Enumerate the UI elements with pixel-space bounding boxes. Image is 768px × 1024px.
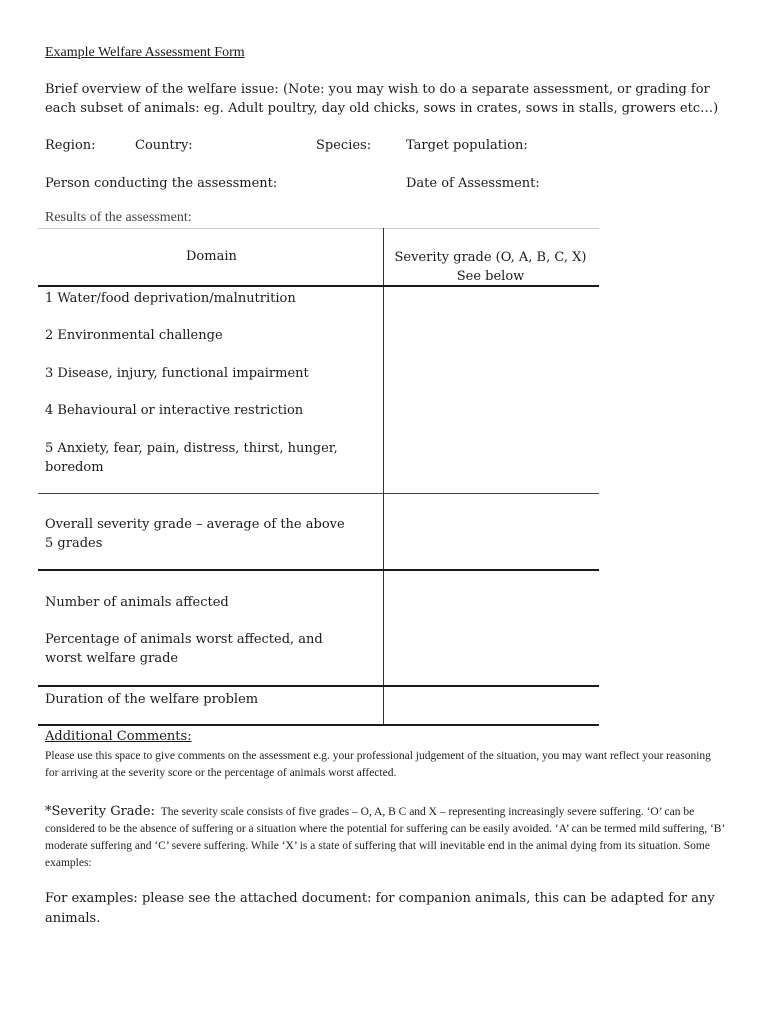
severity-column-header xyxy=(388,248,593,286)
severity-grade-text: The severity scale consists of five grades – O, A, B C and X – representing increasingly severe suffering. ‘O’ can be considered to be the absence of suffering or a situation where the potential for suffering can be easily avoided. ‘A’ can be termed mild suffering, ‘B’ moderate suffering and ‘C’ severe suffering. While ‘X’ is a state of suffering that will inevitable end in the animal dying from its situation. Some examples: xyxy=(45,806,725,869)
percentage-affected-row: Percentage of animals worst affected, and worst welfare grade xyxy=(45,632,323,666)
number-affected-row: Number of animals affected xyxy=(45,595,229,610)
duration-row: Duration of the welfare problem xyxy=(45,692,259,707)
form-title: Example Welfare Assessment Form xyxy=(45,45,245,60)
severity-header-line2: See below xyxy=(456,269,525,284)
table-bottom-rule xyxy=(38,724,599,726)
overview-text: Brief overview of the welfare issue: (Note: you may wish to do a separate assessment, or grading for each subset of animals: eg. Adult poultry, day old chicks, sows in crates, sows in stalls, growers etc…) xyxy=(45,82,719,116)
severity-grade-label: *Severity Grade: xyxy=(45,804,155,819)
severity-header-line1: Severity grade (O, A, B, C, X) xyxy=(394,250,587,265)
additional-comments-text: Please use this space to give comments on the assessment e.g. your professional judgement of the situation, you may want reflect your reasoning for arriving at the severity score or the percentage of animals worst affected. xyxy=(45,750,711,779)
domain-row-3: 3 Disease, injury, functional impairment xyxy=(45,366,309,381)
column-divider xyxy=(383,228,384,725)
domain-column-header: Domain xyxy=(186,249,237,264)
target-population-label: Target population: xyxy=(406,138,528,153)
species-label: Species: xyxy=(316,138,372,153)
domain-row-5: 5 Anxiety, fear, pain, distress, thirst, hunger, boredom xyxy=(45,441,338,475)
domains-end-rule xyxy=(38,493,599,494)
percentage-end-rule xyxy=(38,685,599,687)
additional-comments-heading: Additional Comments: xyxy=(45,729,192,744)
assessor-label: Person conducting the assessment: xyxy=(45,176,278,191)
region-label: Region: xyxy=(45,138,96,153)
table-top-rule xyxy=(38,228,599,229)
domain-row-2: 2 Environmental challenge xyxy=(45,328,223,343)
overall-end-rule xyxy=(38,569,599,571)
severity-grade-note xyxy=(45,803,725,872)
overall-grade-row: Overall severity grade – average of the above 5 grades xyxy=(45,517,345,551)
domain-row-4: 4 Behavioural or interactive restriction xyxy=(45,403,304,418)
header-rule xyxy=(38,285,599,287)
examples-note: For examples: please see the attached document: for companion animals, this can be adapted for any animals. xyxy=(45,891,715,926)
results-label: Results of the assessment: xyxy=(45,210,192,225)
assessment-date-label: Date of Assessment: xyxy=(406,176,540,191)
domain-row-1: 1 Water/food deprivation/malnutrition xyxy=(45,291,296,306)
country-label: Country: xyxy=(135,138,193,153)
